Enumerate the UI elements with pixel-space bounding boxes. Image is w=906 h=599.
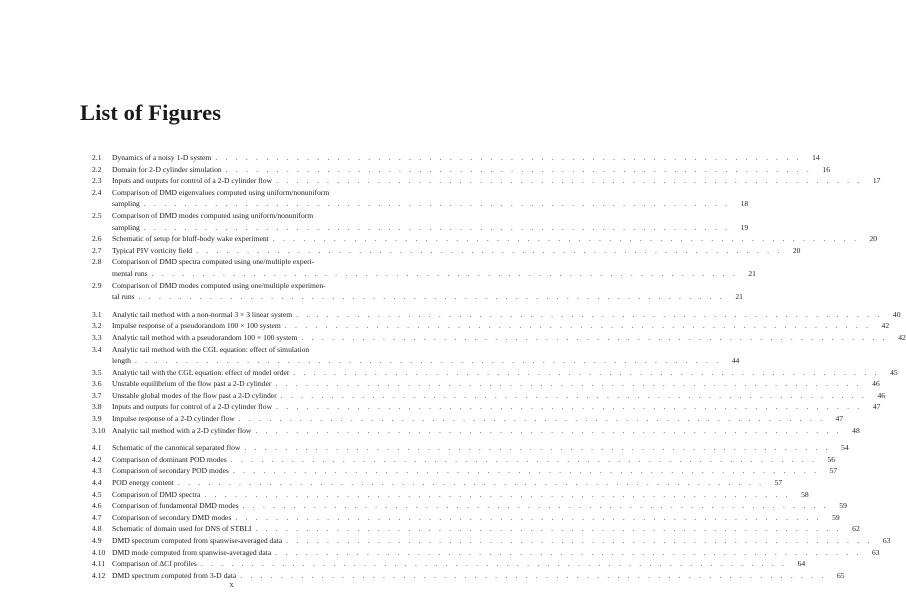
figure-caption: Analytic tail method with a 2-D cylinder flow <box>112 425 252 435</box>
figure-entry[interactable] <box>92 465 838 477</box>
figure-entry[interactable] <box>92 477 783 489</box>
figure-entry[interactable] <box>92 164 830 176</box>
dot-leader: . . . . . . . . . . . . . . . . . . . . . . . . . . . . . . . . . . . . . . . . . . . . . . . . . . . . . . . . . . <box>276 402 863 412</box>
figure-caption: length <box>112 356 131 366</box>
figure-caption: Comparison of ΔCf profiles <box>112 559 197 569</box>
figure-number: 4.9 <box>92 536 102 545</box>
figure-entry[interactable] <box>92 454 836 466</box>
dot-leader: . . . . . . . . . . . . . . . . . . . . . . . . . . . . . . . . . . . . . . . . . . . . . . . . . . . . . . . . . . <box>276 176 863 186</box>
dot-leader: . . . . . . . . . . . . . . . . . . . . . . . . . . . . . . . . . . . . . . . . . . . . . . . . . . . . . . . . . . <box>138 292 725 302</box>
figure-caption: Comparison of fundamental DMD modes <box>112 501 239 511</box>
figure-entry[interactable] <box>92 535 891 547</box>
page-reference: 59 <box>832 512 840 522</box>
page-reference: 40 <box>892 309 901 319</box>
figure-number: 4.8 <box>92 524 102 534</box>
page-reference: 14 <box>812 153 820 162</box>
dot-leader: . . . . . . . . . . . . . . . . . . . . . . . . . . . . . . . . . . . . . . . . . . . . . . . . . . . . . . . . . . <box>255 425 842 435</box>
figure-number: 3.9 <box>92 414 102 424</box>
figure-caption: DMD mode computed from spanwise-averaged data <box>112 547 272 557</box>
figure-caption: Analytic tail method with the CGL equation: effect of simulation <box>112 344 310 354</box>
figure-entry[interactable] <box>92 442 849 454</box>
dot-leader: . . . . . . . . . . . . . . . . . . . . . . . . . . . . . . . . . . . . . . . . . . . . . . . . . . . . . . . . . . <box>286 536 873 545</box>
page-reference: 44 <box>731 356 740 366</box>
dot-leader: . . . . . . . . . . . . . . . . . . . . . . . . . . . . . . . . . . . . . . . . . . . . . . . . . . . . . . . . . . <box>215 153 802 162</box>
page-reference: 64 <box>797 559 806 569</box>
figure-group <box>92 442 891 581</box>
figure-number: 4.10 <box>92 547 106 557</box>
figure-entry[interactable] <box>92 187 749 210</box>
figure-number: 4.1 <box>92 443 102 453</box>
dot-leader: . . . . . . . . . . . . . . . . . . . . . . . . . . . . . . . . . . . . . . . . . . . . . . . . . . . . . . . . . . <box>240 570 827 580</box>
figure-caption: Inputs and outputs for control of a 2-D cylinder flow <box>112 176 273 186</box>
page-reference: 19 <box>740 222 749 232</box>
figure-caption: sampling <box>112 222 140 232</box>
page-reference: 42 <box>881 321 890 331</box>
figure-caption: Comparison of DMD spectra <box>112 489 201 499</box>
figure-caption: Typical PIV vorticity field <box>112 245 193 255</box>
figure-group <box>92 309 906 437</box>
dot-leader: . . . . . . . . . . . . . . . . . . . . . . . . . . . . . . . . . . . . . . . . . . . . . . . . . . . . . . . . . . <box>301 332 888 342</box>
figure-number: 4.2 <box>92 454 102 464</box>
page-reference: 20 <box>869 234 878 244</box>
figure-number: 3.7 <box>92 390 102 400</box>
page-reference: 46 <box>877 390 886 400</box>
dot-leader: . . . . . . . . . . . . . . . . . . . . . . . . . . . . . . . . . . . . . . . . . . . . . . . . . . . . . . . . . . <box>143 199 731 209</box>
figure-number: 2.2 <box>92 164 102 174</box>
figure-entry[interactable] <box>92 332 906 344</box>
figure-number: 2.6 <box>92 234 102 244</box>
page-reference: 21 <box>735 292 743 302</box>
figure-entry[interactable] <box>92 344 740 367</box>
figure-entry[interactable] <box>92 378 880 390</box>
figure-number: 4.6 <box>92 501 102 511</box>
figure-entry[interactable] <box>92 233 878 245</box>
figure-number: 3.1 <box>92 309 102 319</box>
figure-number: 4.4 <box>92 478 102 488</box>
figure-caption: DMD spectrum computed from spanwise-averaged data <box>112 536 283 545</box>
figure-entry[interactable] <box>92 500 847 512</box>
figure-number: 2.7 <box>92 245 102 255</box>
dot-leader: . . . . . . . . . . . . . . . . . . . . . . . . . . . . . . . . . . . . . . . . . . . . . . . . . . . . . . . . . . <box>275 379 862 389</box>
figure-caption: Comparison of DMD modes computed using one/multiple experimen- <box>112 280 326 290</box>
figure-caption: Domain for 2-D cylinder simulation <box>112 164 222 174</box>
dot-leader: . . . . . . . . . . . . . . . . . . . . . . . . . . . . . . . . . . . . . . . . . . . . . . . . . . . . . . . . . . <box>232 466 820 476</box>
page-reference: 47 <box>872 402 881 412</box>
figure-caption: Analytic tail method with a non-normal 3 × 3 linear system <box>112 309 293 319</box>
figure-entry[interactable] <box>92 210 749 233</box>
figure-number: 4.11 <box>92 559 106 569</box>
figure-entry[interactable] <box>92 390 886 402</box>
page-reference: 47 <box>835 414 844 424</box>
figure-number: 2.8 <box>92 257 102 267</box>
figure-caption: Unstable equilibrium of the flow past a 2-D cylinder <box>112 379 272 389</box>
figure-number: 2.1 <box>92 153 102 162</box>
dot-leader: . . . . . . . . . . . . . . . . . . . . . . . . . . . . . . . . . . . . . . . . . . . . . . . . . . . . . . . . . . <box>177 478 765 488</box>
page-reference: 58 <box>801 489 809 499</box>
figure-entry[interactable] <box>92 175 881 187</box>
figure-entry[interactable] <box>92 401 881 413</box>
figure-number: 4.12 <box>92 570 106 580</box>
dot-leader: . . . . . . . . . . . . . . . . . . . . . . . . . . . . . . . . . . . . . . . . . . . . . . . . . . . . . . . . . . <box>225 164 812 174</box>
dot-leader: . . . . . . . . . . . . . . . . . . . . . . . . . . . . . . . . . . . . . . . . . . . . . . . . . . . . . . . . . . <box>151 268 738 278</box>
figure-list <box>92 152 906 587</box>
figure-entry[interactable] <box>92 425 860 437</box>
figure-number: 2.5 <box>92 210 102 220</box>
figure-number: 2.3 <box>92 176 102 186</box>
figure-number: 3.4 <box>92 344 102 354</box>
figure-entry[interactable] <box>92 309 901 321</box>
dot-leader: . . . . . . . . . . . . . . . . . . . . . . . . . . . . . . . . . . . . . . . . . . . . . . . . . . . . . . . . . . <box>230 454 818 464</box>
dot-leader: . . . . . . . . . . . . . . . . . . . . . . . . . . . . . . . . . . . . . . . . . . . . . . . . . . . . . . . . . . <box>235 512 822 522</box>
figure-caption: Unstable global modes of the flow past a 2-D cylinder <box>112 390 277 400</box>
figure-number: 3.8 <box>92 402 102 412</box>
figure-caption: Analytic tail with the CGL equation: effect of model order <box>112 367 290 377</box>
figure-number: 3.10 <box>92 425 106 435</box>
dot-leader: . . . . . . . . . . . . . . . . . . . . . . . . . . . . . . . . . . . . . . . . . . . . . . . . . . . . . . . . . . <box>134 356 722 366</box>
page-reference: 54 <box>841 443 849 453</box>
figure-caption: Inputs and outputs for control of a 2-D cylinder flow <box>112 402 273 412</box>
figure-number: 3.6 <box>92 379 102 389</box>
dot-leader: . . . . . . . . . . . . . . . . . . . . . . . . . . . . . . . . . . . . . . . . . . . . . . . . . . . . . . . . . . <box>244 443 831 453</box>
figure-caption: Analytic tail method with a pseudorandom 100 × 100 system <box>112 332 298 342</box>
page-reference: 16 <box>822 164 830 174</box>
page-reference: 63 <box>871 547 880 557</box>
figure-entry[interactable] <box>92 367 898 379</box>
figure-entry[interactable] <box>92 245 801 257</box>
page-reference: 48 <box>852 425 860 435</box>
figure-number: 4.3 <box>92 466 102 476</box>
figure-caption: Comparison of DMD modes computed using uniform/nonuniform <box>112 210 314 220</box>
dot-leader: . . . . . . . . . . . . . . . . . . . . . . . . . . . . . . . . . . . . . . . . . . . . . . . . . . . . . . . . . . <box>238 414 826 424</box>
dot-leader: . . . . . . . . . . . . . . . . . . . . . . . . . . . . . . . . . . . . . . . . . . . . . . . . . . . . . . . . . . <box>242 501 829 511</box>
figure-entry[interactable] <box>92 523 860 535</box>
dot-leader: . . . . . . . . . . . . . . . . . . . . . . . . . . . . . . . . . . . . . . . . . . . . . . . . . . . . . . . . . . <box>280 390 868 400</box>
figure-caption: Impulse response of a pseudorandom 100 × 100 system <box>112 321 281 331</box>
figure-number: 4.5 <box>92 489 102 499</box>
figure-entry[interactable] <box>92 547 880 559</box>
page-reference: 59 <box>839 501 847 511</box>
figure-caption: POD energy content <box>112 478 174 488</box>
figure-number: 4.7 <box>92 512 102 522</box>
figure-caption: Schematic of setup for bluff-body wake experiment <box>112 234 269 244</box>
figure-caption: Schematic of the canonical separated flow <box>112 443 241 453</box>
page-reference: 45 <box>890 367 898 377</box>
figure-number: 2.9 <box>92 280 102 290</box>
dot-leader: . . . . . . . . . . . . . . . . . . . . . . . . . . . . . . . . . . . . . . . . . . . . . . . . . . . . . . . . . . <box>143 222 731 232</box>
figure-caption: Comparison of secondary DMD modes <box>112 512 232 522</box>
page-reference: 18 <box>740 199 749 209</box>
page-reference: 57 <box>829 466 838 476</box>
figure-caption: Dynamics of a noisy 1-D system <box>112 153 212 162</box>
page-reference: 20 <box>792 245 801 255</box>
page-reference: 57 <box>774 478 783 488</box>
figure-caption: mental runs <box>112 268 148 278</box>
page-title: List of Figures <box>80 100 222 125</box>
page-reference: 62 <box>852 524 860 534</box>
page-reference: 42 <box>898 332 906 342</box>
dot-leader: . . . . . . . . . . . . . . . . . . . . . . . . . . . . . . . . . . . . . . . . . . . . . . . . . . . . . . . . . . <box>272 234 860 244</box>
dot-leader: . . . . . . . . . . . . . . . . . . . . . . . . . . . . . . . . . . . . . . . . . . . . . . . . . . . . . . . . . . <box>293 367 880 377</box>
figure-caption: Schematic of domain used for DNS of STBLI <box>112 524 252 534</box>
figure-caption: tal runs <box>112 292 135 302</box>
dot-leader: . . . . . . . . . . . . . . . . . . . . . . . . . . . . . . . . . . . . . . . . . . . . . . . . . . . . . . . . . . <box>255 524 842 534</box>
figure-entry[interactable] <box>92 280 743 303</box>
page-reference: 46 <box>872 379 880 389</box>
dot-leader: . . . . . . . . . . . . . . . . . . . . . . . . . . . . . . . . . . . . . . . . . . . . . . . . . . . . . . . . . . <box>200 559 788 569</box>
page-reference: 63 <box>882 536 891 545</box>
figure-caption: Comparison of DMD spectra computed using one/multiple experi- <box>112 257 315 267</box>
figure-number: 2.4 <box>92 187 102 197</box>
figure-caption: Comparison of secondary POD modes <box>112 466 229 476</box>
dot-leader: . . . . . . . . . . . . . . . . . . . . . . . . . . . . . . . . . . . . . . . . . . . . . . . . . . . . . . . . . . <box>275 547 862 557</box>
figure-entry[interactable] <box>92 512 840 524</box>
figure-caption: Comparison of DMD eigenvalues computed using uniform/nonuniform <box>112 187 330 197</box>
dot-leader: . . . . . . . . . . . . . . . . . . . . . . . . . . . . . . . . . . . . . . . . . . . . . . . . . . . . . . . . . . <box>284 321 872 331</box>
dot-leader: . . . . . . . . . . . . . . . . . . . . . . . . . . . . . . . . . . . . . . . . . . . . . . . . . . . . . . . . . . <box>196 245 783 255</box>
figure-entry[interactable] <box>92 489 809 501</box>
figure-caption: DMD spectrum computed from 3-D data <box>112 570 237 580</box>
figure-group <box>92 152 881 303</box>
page-reference: 56 <box>827 454 836 464</box>
figure-entry[interactable] <box>92 320 890 332</box>
figure-entry[interactable] <box>92 152 820 164</box>
dot-leader: . . . . . . . . . . . . . . . . . . . . . . . . . . . . . . . . . . . . . . . . . . . . . . . . . . . . . . . . . . <box>296 309 883 319</box>
figure-number: 3.3 <box>92 332 102 342</box>
figure-caption: sampling <box>112 199 140 209</box>
figure-caption: Impulse response of a 2-D cylinder flow <box>112 414 235 424</box>
page-reference: 65 <box>836 570 845 580</box>
figure-caption: Comparison of dominant POD modes <box>112 454 227 464</box>
dot-leader: . . . . . . . . . . . . . . . . . . . . . . . . . . . . . . . . . . . . . . . . . . . . . . . . . . . . . . . . . . <box>204 489 791 499</box>
page-number: x <box>229 580 234 589</box>
page-reference: 17 <box>872 176 881 186</box>
figure-entry[interactable] <box>92 558 806 570</box>
figure-number: 3.2 <box>92 321 102 331</box>
figure-entry[interactable] <box>92 256 756 279</box>
figure-number: 3.5 <box>92 367 102 377</box>
page-reference: 21 <box>748 268 756 278</box>
figure-entry[interactable] <box>92 413 844 425</box>
